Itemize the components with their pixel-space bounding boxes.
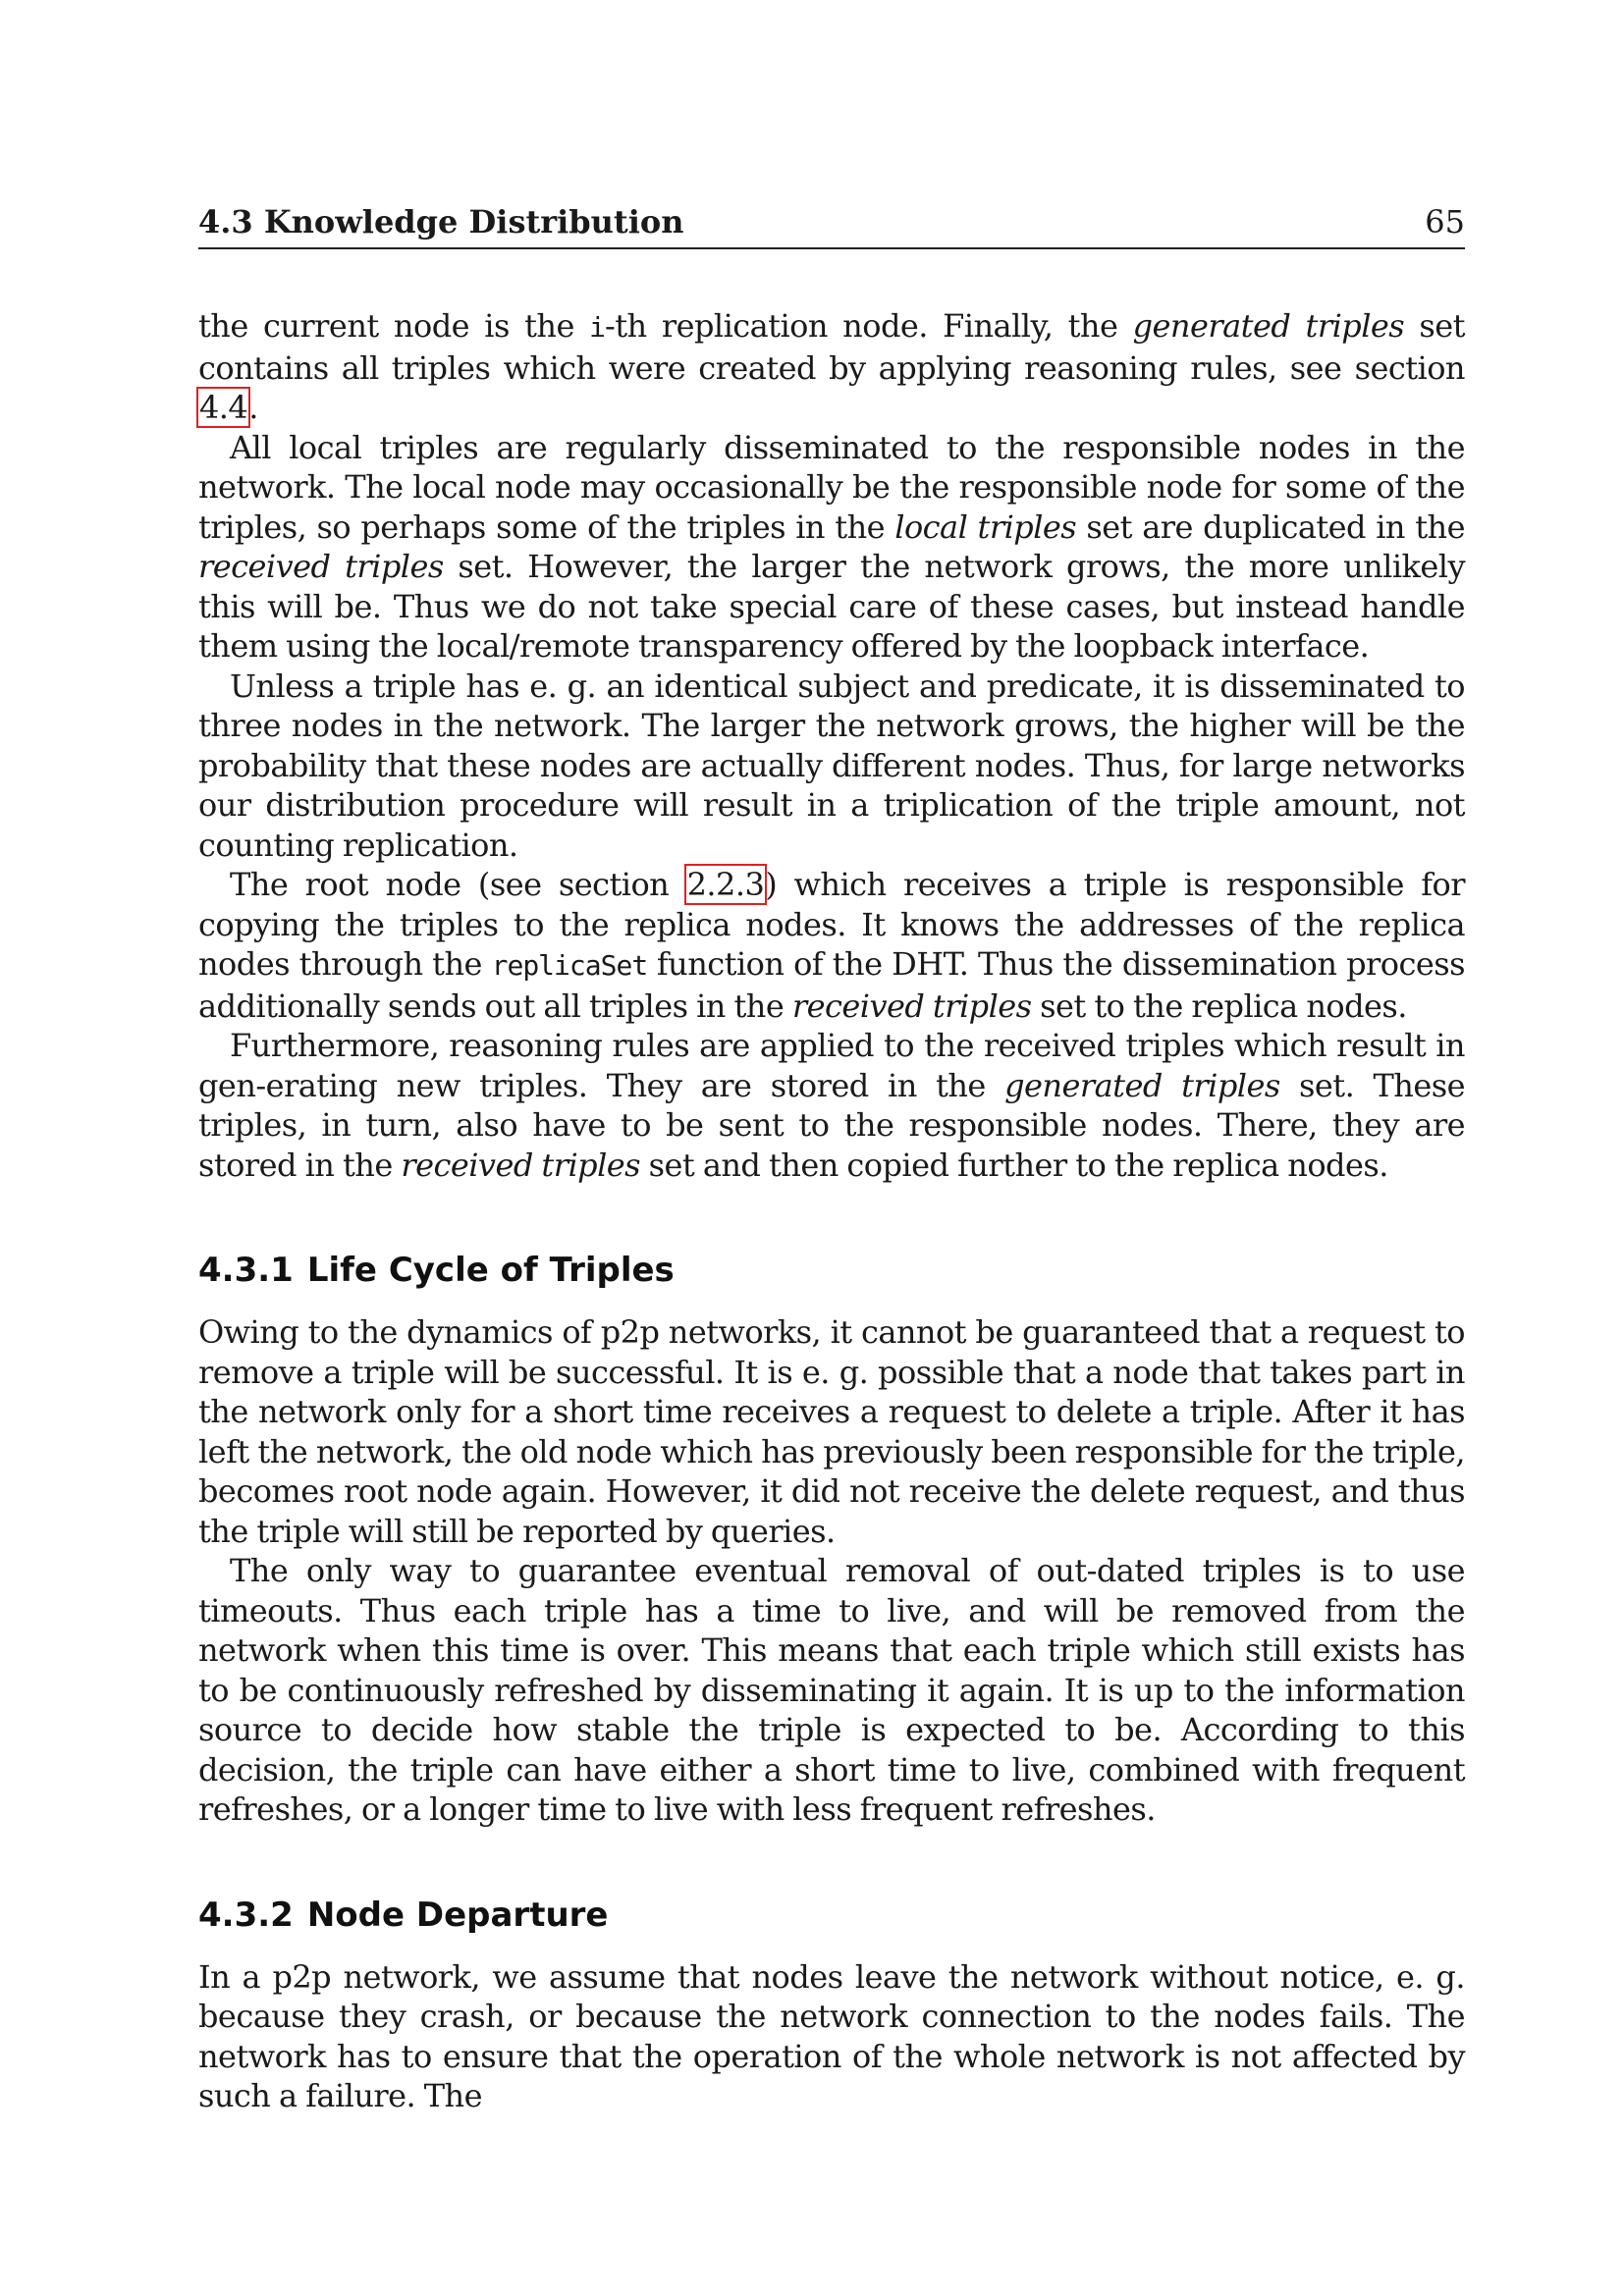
text-run: set and then copied further to the replica nodes. <box>640 1146 1388 1184</box>
text-run: set. However, the larger the network grows, the more unlikely this will be. Thus we do not take special care of these cases, but instead handle them using the local/remote transparency offered by the loopback interface. <box>198 548 1465 665</box>
paragraph-4 <box>198 865 1465 1026</box>
page-number: 65 <box>1425 203 1465 240</box>
paragraph-4-3-1-b: The only way to guarantee eventual removal of out-dated triples is to use timeouts. Thus each triple has a time to live, and will be removed from the network when this time is over. This means that each triple which still exists has to be continuously refreshed by disseminating it again. It is up to the information source to decide how stable the triple is expected to be. According to this decision, the triple can have either a short time to live, combined with frequent refreshes, or a longer time to live with less frequent refreshes. <box>198 1552 1465 1828</box>
paragraph-4-3-2-a: In a p2p network, we assume that nodes leave the network without notice, e. g. because they crash, or because the network connection to the nodes fails. The network has to ensure that the operation of the whole network is not affected by such a failure. The <box>198 1957 1465 2114</box>
section-number: 4.3.2 <box>198 1895 294 1935</box>
emphasis-received-triples: received triples <box>791 987 1032 1025</box>
section-number: 4.3.1 <box>198 1251 294 1290</box>
text-run: set contains all triples which were created by applying reasoning rules, see section <box>198 307 1465 387</box>
text-run: . <box>248 389 258 426</box>
paragraph-1 <box>198 306 1465 428</box>
header-section-title: 4.3 Knowledge Distribution <box>198 203 684 240</box>
body-text <box>198 306 1465 2116</box>
paragraph-5 <box>198 1026 1465 1185</box>
section-ref-link[interactable]: 2.2.3 <box>686 866 765 903</box>
text-run: Furthermore, reasoning rules are applied to the received triples which result in gen-erating new triples. They are stored in the <box>198 1027 1465 1104</box>
emphasis-received-triples: received triples <box>401 1146 641 1184</box>
text-run: function of the DHT. Thus the dissemination process additionally sends out all triples in the <box>198 945 1466 1025</box>
text-run: The root node (see section <box>230 866 686 903</box>
text-run: ) which receives a triple is responsible for copying the triples to the replica nodes. It knows the addresses of the replica nodes through the <box>198 866 1465 983</box>
text-run: Unless a triple has e. g. an identical subject and predicate, it is disseminated to three nodes in the network. The larger the network grows, the higher will be the probability that these nodes are actually different nodes. Thus, for large networks our distribution procedure will result in a triplication of the triple amount, not counting replication. <box>198 667 1465 864</box>
text-run: set are duplicated in the <box>1076 507 1466 546</box>
text-run: -th replication node. Finally, the <box>604 307 1133 345</box>
section-heading-4-3-1 <box>198 1248 1465 1293</box>
section-ref-link[interactable]: 4.4 <box>199 389 248 426</box>
emphasis-local-triples: local triples <box>894 507 1077 546</box>
paragraph-4-3-1-a: Owing to the dynamics of p2p networks, it cannot be guaranteed that a request to remove a triple will be successful. It is e. g. possible that a node that takes part in the network only for a short time receives a request to delete a triple. After it has left the network, the old node which has previously been responsible for the triple, becomes root node again. However, it did not receive the delete request, and thus the triple will still be reported by queries. <box>198 1313 1465 1550</box>
code-replicaset: replicaSet <box>491 949 648 982</box>
text-run: All local triples are regularly disseminated to the responsible nodes in the network. The local node may occasionally be the responsible node for some of the triples, so perhaps some of the triples in the <box>198 428 1465 546</box>
section-title: Life Cycle of Triples <box>306 1251 675 1290</box>
section-title: Node Departure <box>306 1895 609 1935</box>
emphasis-generated-triples: generated triples <box>1132 307 1405 345</box>
code-i: i <box>589 311 605 344</box>
emphasis-received-triples: received triples <box>198 548 444 585</box>
text-run: set. These triples, in turn, also have to be sent to the responsible nodes. There, they are stored in the <box>198 1066 1465 1184</box>
paragraph-2 <box>198 428 1465 667</box>
text-run: the current node is the <box>198 307 590 345</box>
text-run: set to the replica nodes. <box>1031 987 1407 1025</box>
page <box>198 196 1465 2116</box>
section-heading-4-3-2 <box>198 1893 1465 1938</box>
emphasis-generated-triples: generated triples <box>1004 1066 1280 1104</box>
paragraph-3 <box>198 667 1465 866</box>
running-header <box>198 196 1465 249</box>
